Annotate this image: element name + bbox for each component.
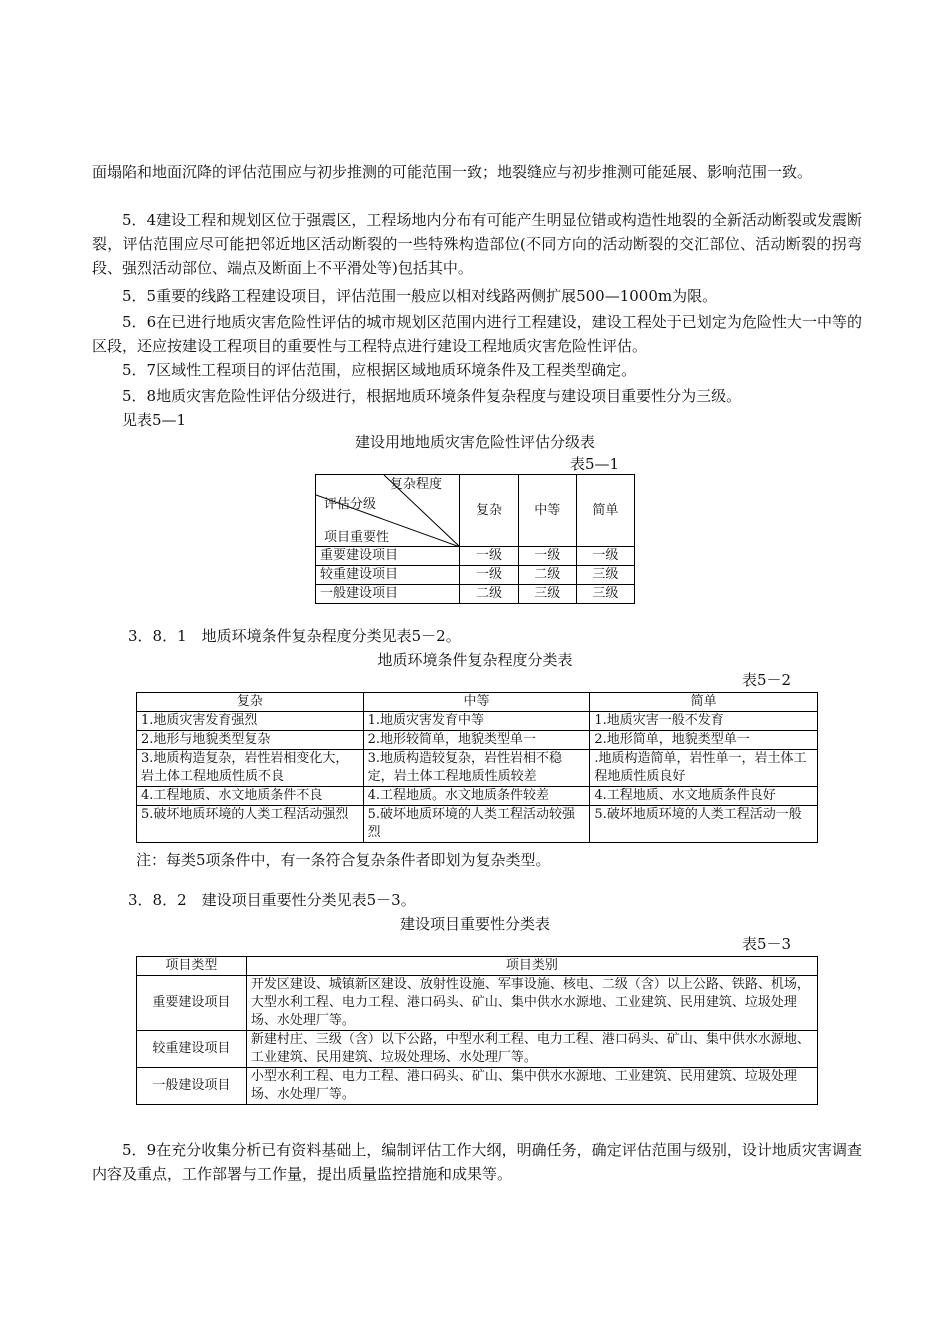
see-table-5-1: 见表5—1	[122, 411, 187, 429]
table1-header-simple: 简单	[576, 475, 634, 547]
table-cell: 5.破坏地质环境的人类工程活动强烈	[137, 806, 364, 843]
paragraph-5-6: 5．6在已进行地质灾害危险性评估的城市规划区范围内进行工程建设，建设工程处于已划定为危险性大一中等的区段，还应按建设工程项目的重要性与工程特点进行建设工程地质灾害危险性评估。	[92, 313, 862, 355]
table-cell: 重要建设项目	[316, 547, 460, 566]
table-cell: 2.地形与地貌类型复杂	[137, 731, 364, 750]
table-cell: .地质构造简单，岩性单一，岩土体工程地质性质良好	[590, 750, 818, 787]
table-cell: 4.工程地质。水文地质条件较差	[363, 787, 590, 806]
table-cell: 2.地形较简单，地貌类型单一	[363, 731, 590, 750]
table-cell: 一级	[518, 547, 576, 566]
table1-header-medium: 中等	[518, 475, 576, 547]
corner-label-grade: 评估分级	[324, 497, 377, 512]
table2-note: 注：每类5项条件中，有一条符合复杂条件者即划为复杂类型。	[136, 851, 551, 869]
table-cell: 重要建设项目	[137, 976, 247, 1031]
table1-header-complex: 复杂	[460, 475, 518, 547]
table-row	[137, 1068, 818, 1105]
table-5-2	[136, 692, 818, 843]
paragraph-continued: 面塌陷和地面沉降的评估范围应与初步推测的可能范围一致；地裂缝应与初步推测可能延展、影响范围一致。	[92, 163, 813, 181]
table-cell: 4.工程地质、水文地质条件良好	[590, 787, 818, 806]
table-cell: 1.地质灾害一般不发育	[590, 712, 818, 731]
table-cell: 3.地质构造较复杂，岩性岩相不稳定，岩土体工程地质性质较差	[363, 750, 590, 787]
table2-header-simple: 简单	[590, 693, 818, 712]
table1-number: 表5—1	[570, 455, 620, 473]
table-cell: 一级	[460, 547, 518, 566]
heading-3-8-1: 3．8．1 地质环境条件复杂程度分类见表5－2。	[128, 627, 461, 645]
table-cell: 一般建设项目	[137, 1068, 247, 1105]
table-cell: 较重建设项目	[137, 1031, 247, 1068]
table-5-1	[315, 474, 635, 604]
paragraph-5-5: 5．5重要的线路工程建设项目，评估范围一般应以相对线路两侧扩展500—1000m为限。	[122, 287, 718, 305]
table-row	[316, 585, 635, 604]
table-row	[316, 566, 635, 585]
table2-header-medium: 中等	[363, 693, 590, 712]
table-cell: 1.地质灾害发育中等	[363, 712, 590, 731]
table-cell: 三级	[576, 566, 634, 585]
paragraph-5-7: 5．7区域性工程项目的评估范围，应根据区域地质环境条件及工程类型确定。	[122, 361, 637, 379]
table3-number: 表5－3	[742, 935, 792, 953]
table3-header-type: 项目类型	[137, 957, 247, 976]
table-cell: 二级	[518, 566, 576, 585]
corner-label-complexity: 复杂程度	[390, 477, 443, 492]
table1-title: 建设用地地质灾害危险性评估分级表	[354, 433, 595, 451]
table-cell: 较重建设项目	[316, 566, 460, 585]
table-cell: 开发区建设、城镇新区建设、放射性设施、军事设施、核电、二级（含）以上公路、铁路、机场，大型水利工程、电力工程、港口码头、矿山、集中供水水源地、工业建筑、民用建筑、垃圾处理场、水处理厂等。	[246, 976, 817, 1031]
table-cell: 新建村庄、三级（含）以下公路，中型水利工程、电力工程、港口码头、矿山、集中供水水源地、工业建筑、民用建筑、垃圾处理场、水处理厂等。	[246, 1031, 817, 1068]
paragraph-5-9: 5．9在充分收集分析已有资料基础上，编制评估工作大纲，明确任务，确定评估范围与级别，设计地质灾害调查内容及重点，工作部署与工作量，提出质量监控措施和成果等。	[92, 1141, 862, 1183]
table-cell: 一般建设项目	[316, 585, 460, 604]
table-row	[137, 731, 818, 750]
table-cell: 一级	[460, 566, 518, 585]
table2-number: 表5－2	[742, 671, 792, 689]
table1-corner-cell	[316, 475, 460, 547]
table-cell: 2.地形简单，地貌类型单一	[590, 731, 818, 750]
table-cell: 三级	[576, 585, 634, 604]
table3-header-category: 项目类别	[246, 957, 817, 976]
table-row	[316, 547, 635, 566]
table-cell: 5.破坏地质环境的人类工程活动一般	[590, 806, 818, 843]
table-cell: 1.地质灾害发育强烈	[137, 712, 364, 731]
table3-title: 建设项目重要性分类表	[399, 915, 550, 933]
table-cell: 一级	[576, 547, 634, 566]
table-5-3	[136, 956, 818, 1105]
table-cell: 4.工程地质、水文地质条件不良	[137, 787, 364, 806]
table-row	[137, 787, 818, 806]
table-row	[137, 806, 818, 843]
table2-header-complex: 复杂	[137, 693, 364, 712]
table-cell: 二级	[460, 585, 518, 604]
table-row	[137, 750, 818, 787]
heading-3-8-2: 3．8．2 建设项目重要性分类见表5－3。	[128, 891, 416, 909]
table-row	[137, 712, 818, 731]
paragraph-5-8: 5．8地质灾害危险性评估分级进行，根据地质环境条件复杂程度与建设项目重要性分为三级。	[122, 387, 742, 405]
table-cell: 三级	[518, 585, 576, 604]
table-row	[137, 976, 818, 1031]
table-cell: 小型水利工程、电力工程、港口码头、矿山、集中供水水源地、工业建筑、民用建筑、垃圾处理场、水处理厂等。	[246, 1068, 817, 1105]
table-cell: 5.破坏地质环境的人类工程活动较强烈	[363, 806, 590, 843]
table2-title: 地质环境条件复杂程度分类表	[377, 651, 573, 669]
table-row	[137, 1031, 818, 1068]
paragraph-5-4: 5．4建设工程和规划区位于强震区，工程场地内分布有可能产生明显位错或构造性地裂的全新活动断裂或发震断裂，评估范围应尽可能把邻近地区活动断裂的一些特殊构造部位(不同方向的活动断裂的交汇部位、活动断裂的拐弯段、强烈活动部位、端点及断面上不平滑处等)包括其中。	[92, 211, 862, 277]
table-cell: 3.地质构造复杂，岩性岩相变化大，岩土体工程地质性质不良	[137, 750, 364, 787]
corner-label-importance: 项目重要性	[324, 530, 390, 545]
